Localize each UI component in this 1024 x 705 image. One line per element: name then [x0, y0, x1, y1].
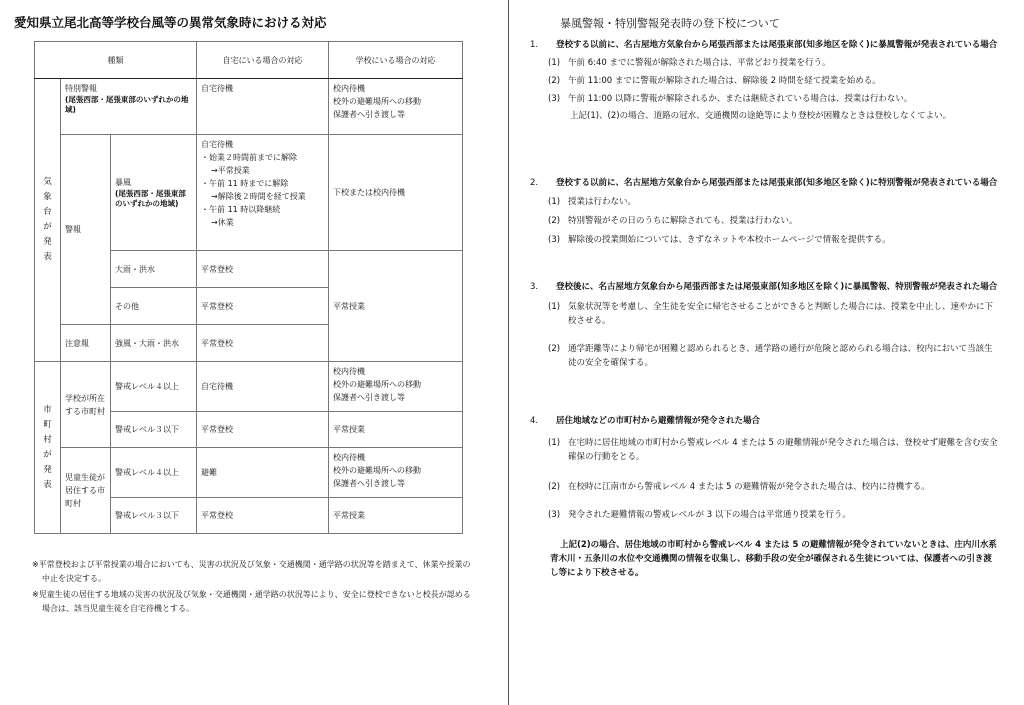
other-home: 平常登校 — [197, 288, 329, 325]
level3-student-home: 平常登校 — [197, 498, 329, 534]
left-page — [0, 0, 508, 705]
normal-class-cell: 平常授業 — [329, 251, 463, 362]
special-school: 校内待機 校外の避難場所への移動 保護者へ引き渡し等 — [329, 79, 463, 135]
right-page — [510, 0, 1024, 705]
list-item: (2) 特別警報がその日のうちに解除されても、授業は行わない。 — [548, 216, 798, 226]
section-2 — [530, 176, 1000, 247]
storm-home: 自宅待機 ・始業２時間前までに解除 →平常授業 ・午前 11 時までに解除 →解除後２時間を経て授業 ・午前 11 時以降継続 →休業 — [197, 135, 329, 251]
list-item: (3) 午前 11:00 以降に警報が解除されるか、または継続されている場合は、授業は行わない。 — [548, 94, 913, 104]
section-3 — [530, 280, 1000, 370]
level3-student-school: 平常授業 — [329, 498, 463, 534]
level3-school-home: 平常登校 — [197, 412, 329, 448]
school-city-label: 学校が所在する市町村 — [61, 362, 111, 448]
storm-label: 暴風 — [115, 178, 131, 187]
page-divider — [508, 0, 509, 705]
list-item: (3) 解除後の授業開始については、きずなネットや本校ホームページで情報を提供する。 — [548, 235, 891, 245]
special-warning-label: 特別警報 — [65, 84, 97, 93]
header-school: 学校にいる場合の対応 — [329, 42, 463, 79]
table-row — [35, 362, 463, 412]
level4-student-label: 警戒レベル４以上 — [111, 448, 197, 498]
group-weather: 気象台が発表 — [35, 79, 61, 362]
table-header-row — [35, 42, 463, 79]
storm-school: 下校または校内待機 — [329, 135, 463, 251]
list-item: (2) 在校時に江南市から警戒レベル 4 または 5 の避難情報が発令された場合は、校内に待機する。 — [548, 482, 930, 492]
level3-school-label: 警戒レベル３以下 — [111, 412, 197, 448]
list-item: (1) 授業は行わない。 — [548, 197, 637, 207]
special-home: 自宅待機 — [197, 79, 329, 135]
level3-student-label: 警戒レベル３以下 — [111, 498, 197, 534]
right-title: 暴風警報・特別警報発表時の登下校について — [560, 17, 780, 30]
list-item: (2) 通学距離等により帰宅が困難と認められるとき、通学路の通行が危険と認められる場合は、校内において当該生徒の安全を確保する。 — [548, 344, 993, 368]
section-1 — [530, 38, 1000, 123]
header-home: 自宅にいる場合の対応 — [197, 42, 329, 79]
table-row — [35, 135, 463, 251]
advisory-kind: 強風・大雨・洪水 — [111, 325, 197, 362]
section-heading: 4. 居住地域などの市町村から避難情報が発令された場合 — [530, 416, 761, 426]
section-heading: 1. 登校する以前に、名古屋地方気象台から尾張西部または尾張東部(知多地区を除く)に暴風警報が発表されている場合 — [530, 40, 998, 50]
warning-label: 警報 — [61, 135, 111, 325]
advisory-label: 注意報 — [61, 325, 111, 362]
level3-school-school: 平常授業 — [329, 412, 463, 448]
storm-area: (尾張西部・尾張東部のいずれかの地域) — [115, 189, 186, 208]
heavy-rain-label: 大雨・洪水 — [111, 251, 197, 288]
storm-cell — [111, 135, 197, 251]
page-title: 愛知県立尾北高等学校台風等の異常気象時における対応 — [14, 15, 327, 30]
section-4 — [530, 414, 1000, 580]
table-row — [35, 448, 463, 498]
list-item: (1) 午前 6:40 までに警報が解除された場合は、平常どおり授業を行う。 — [548, 58, 831, 68]
footnote: ※児童生徒の居住する地域の災害の状況及び気象・交通機関・通学路の状況等により、安全に登校できないと校長が認める場合は、該当児童生徒を自宅待機とする。 — [32, 590, 471, 613]
heavy-rain-home: 平常登校 — [197, 251, 329, 288]
section-note: 上記(1)、(2)の場合、道路の冠水、交通機関の途絶等により登校が困難なときは登校しなくてよい。 — [570, 111, 952, 121]
special-warning-area: (尾張西部・尾張東部のいずれかの地域) — [65, 95, 189, 114]
header-kind: 種類 — [35, 42, 197, 79]
list-item: (1) 在宅時に居住地域の市町村から警戒レベル 4 または 5 の避難情報が発令された場合は、登校せず避難を含む安全確保の行動をとる。 — [548, 438, 998, 462]
list-item: (1) 気象状況等を考慮し、全生徒を安全に帰宅させることができると判断した場合には、授業を中止し、速やかに下校させる。 — [548, 302, 994, 326]
student-city-label: 児童生徒が居住する市町村 — [61, 448, 111, 534]
section-note: 上記(2)の場合、居住地域の市町村から警戒レベル 4 または 5 の避難情報が発令されていないときは、庄内川水系青木川・五条川の水位や交通機関の情報を収集し、移動手段の安全が確保される生徒については、保護者への引き渡し等により下校させる。 — [550, 540, 997, 578]
footnote: ※平常登校および平常授業の場合においても、災害の状況及び気象・交通機関・通学路の状況等を踏まえて、休業や授業の中止を決定する。 — [32, 560, 471, 583]
section-heading: 3. 登校後に、名古屋地方気象台から尾張西部または尾張東部(知多地区を除く)に暴風警報、特別警報が発表された場合 — [530, 282, 998, 292]
level4-school-home: 自宅待機 — [197, 362, 329, 412]
footnotes — [32, 558, 472, 618]
list-item: (3) 発令された避難情報の警戒レベルが 3 以下の場合は平常通り授業を行う。 — [548, 510, 851, 520]
level4-student-school: 校内待機 校外の避難場所への移動 保護者へ引き渡し等 — [329, 448, 463, 498]
response-table — [34, 41, 463, 534]
other-label: その他 — [111, 288, 197, 325]
section-heading: 2. 登校する以前に、名古屋地方気象台から尾張西部または尾張東部(知多地区を除く)に特別警報が発表されている場合 — [530, 178, 998, 188]
special-warning-cell — [61, 79, 197, 135]
level4-student-home: 避難 — [197, 448, 329, 498]
list-item: (2) 午前 11:00 までに警報が解除された場合は、解除後 2 時間を経て授業を始める。 — [548, 76, 881, 86]
level4-school-school: 校内待機 校外の避難場所への移動 保護者へ引き渡し等 — [329, 362, 463, 412]
level4-school-label: 警戒レベル４以上 — [111, 362, 197, 412]
table-row — [35, 79, 463, 135]
group-city: 市町村が発表 — [35, 362, 61, 534]
advisory-home: 平常登校 — [197, 325, 329, 362]
